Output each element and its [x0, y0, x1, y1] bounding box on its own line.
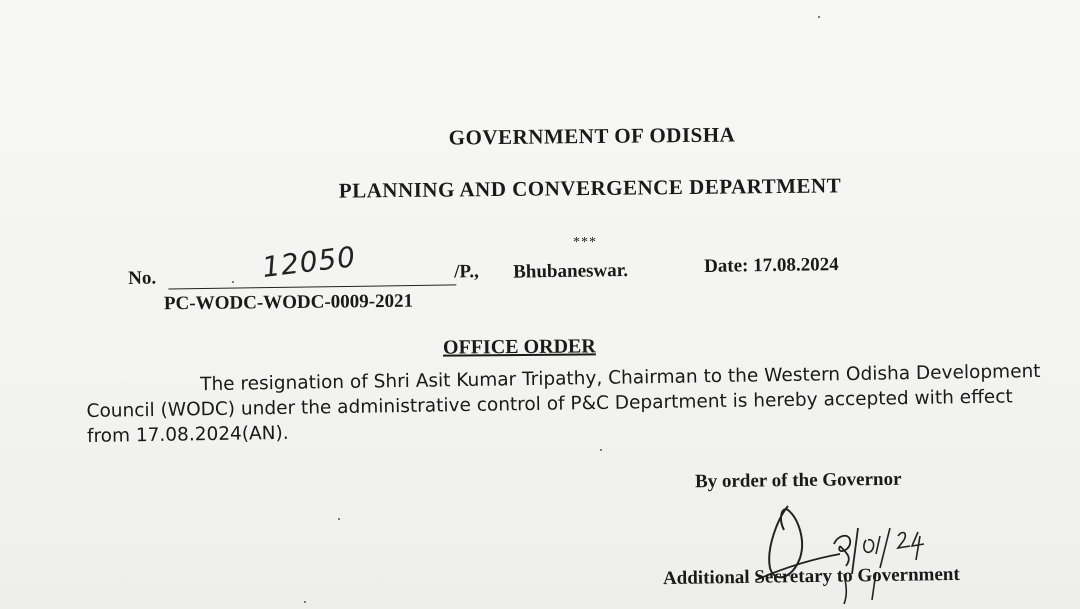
number-underline: [168, 284, 456, 289]
paper-speck: [304, 601, 306, 603]
government-heading: GOVERNMENT OF ODISHA: [448, 122, 736, 150]
office-order-title: OFFICE ORDER: [442, 335, 596, 359]
by-order-of-governor: By order of the Governor: [694, 468, 902, 493]
order-body-line: Council (WODC) under the administrative control of P&C Department is hereby accepted with effect: [86, 386, 1013, 422]
paper-speck: [818, 16, 820, 18]
place-of-issue: Bhubaneswar.: [513, 260, 629, 283]
signatory-designation: Additional Secretary to Government: [662, 563, 960, 590]
handwritten-letter-number: 12050: [260, 240, 358, 284]
file-reference-number: PC-WODC-WODC-0009-2021: [163, 290, 414, 315]
order-body-line: The resignation of Shri Asit Kumar Tripathy, Chairman to the Western Odisha Development: [200, 361, 1041, 396]
paper-speck: [600, 449, 602, 451]
issue-date: Date: 17.08.2024: [703, 254, 839, 277]
department-heading: PLANNING AND CONVERGENCE DEPARTMENT: [338, 173, 842, 203]
number-suffix: /P.,: [454, 261, 479, 283]
paper-speck: [338, 518, 340, 520]
order-body-line: from 17.08.2024(AN).: [86, 422, 289, 447]
order-body: [86, 359, 1041, 449]
number-label: No.: [128, 267, 157, 289]
paper-speck: [232, 281, 234, 283]
separator-stars: ***: [573, 235, 597, 250]
